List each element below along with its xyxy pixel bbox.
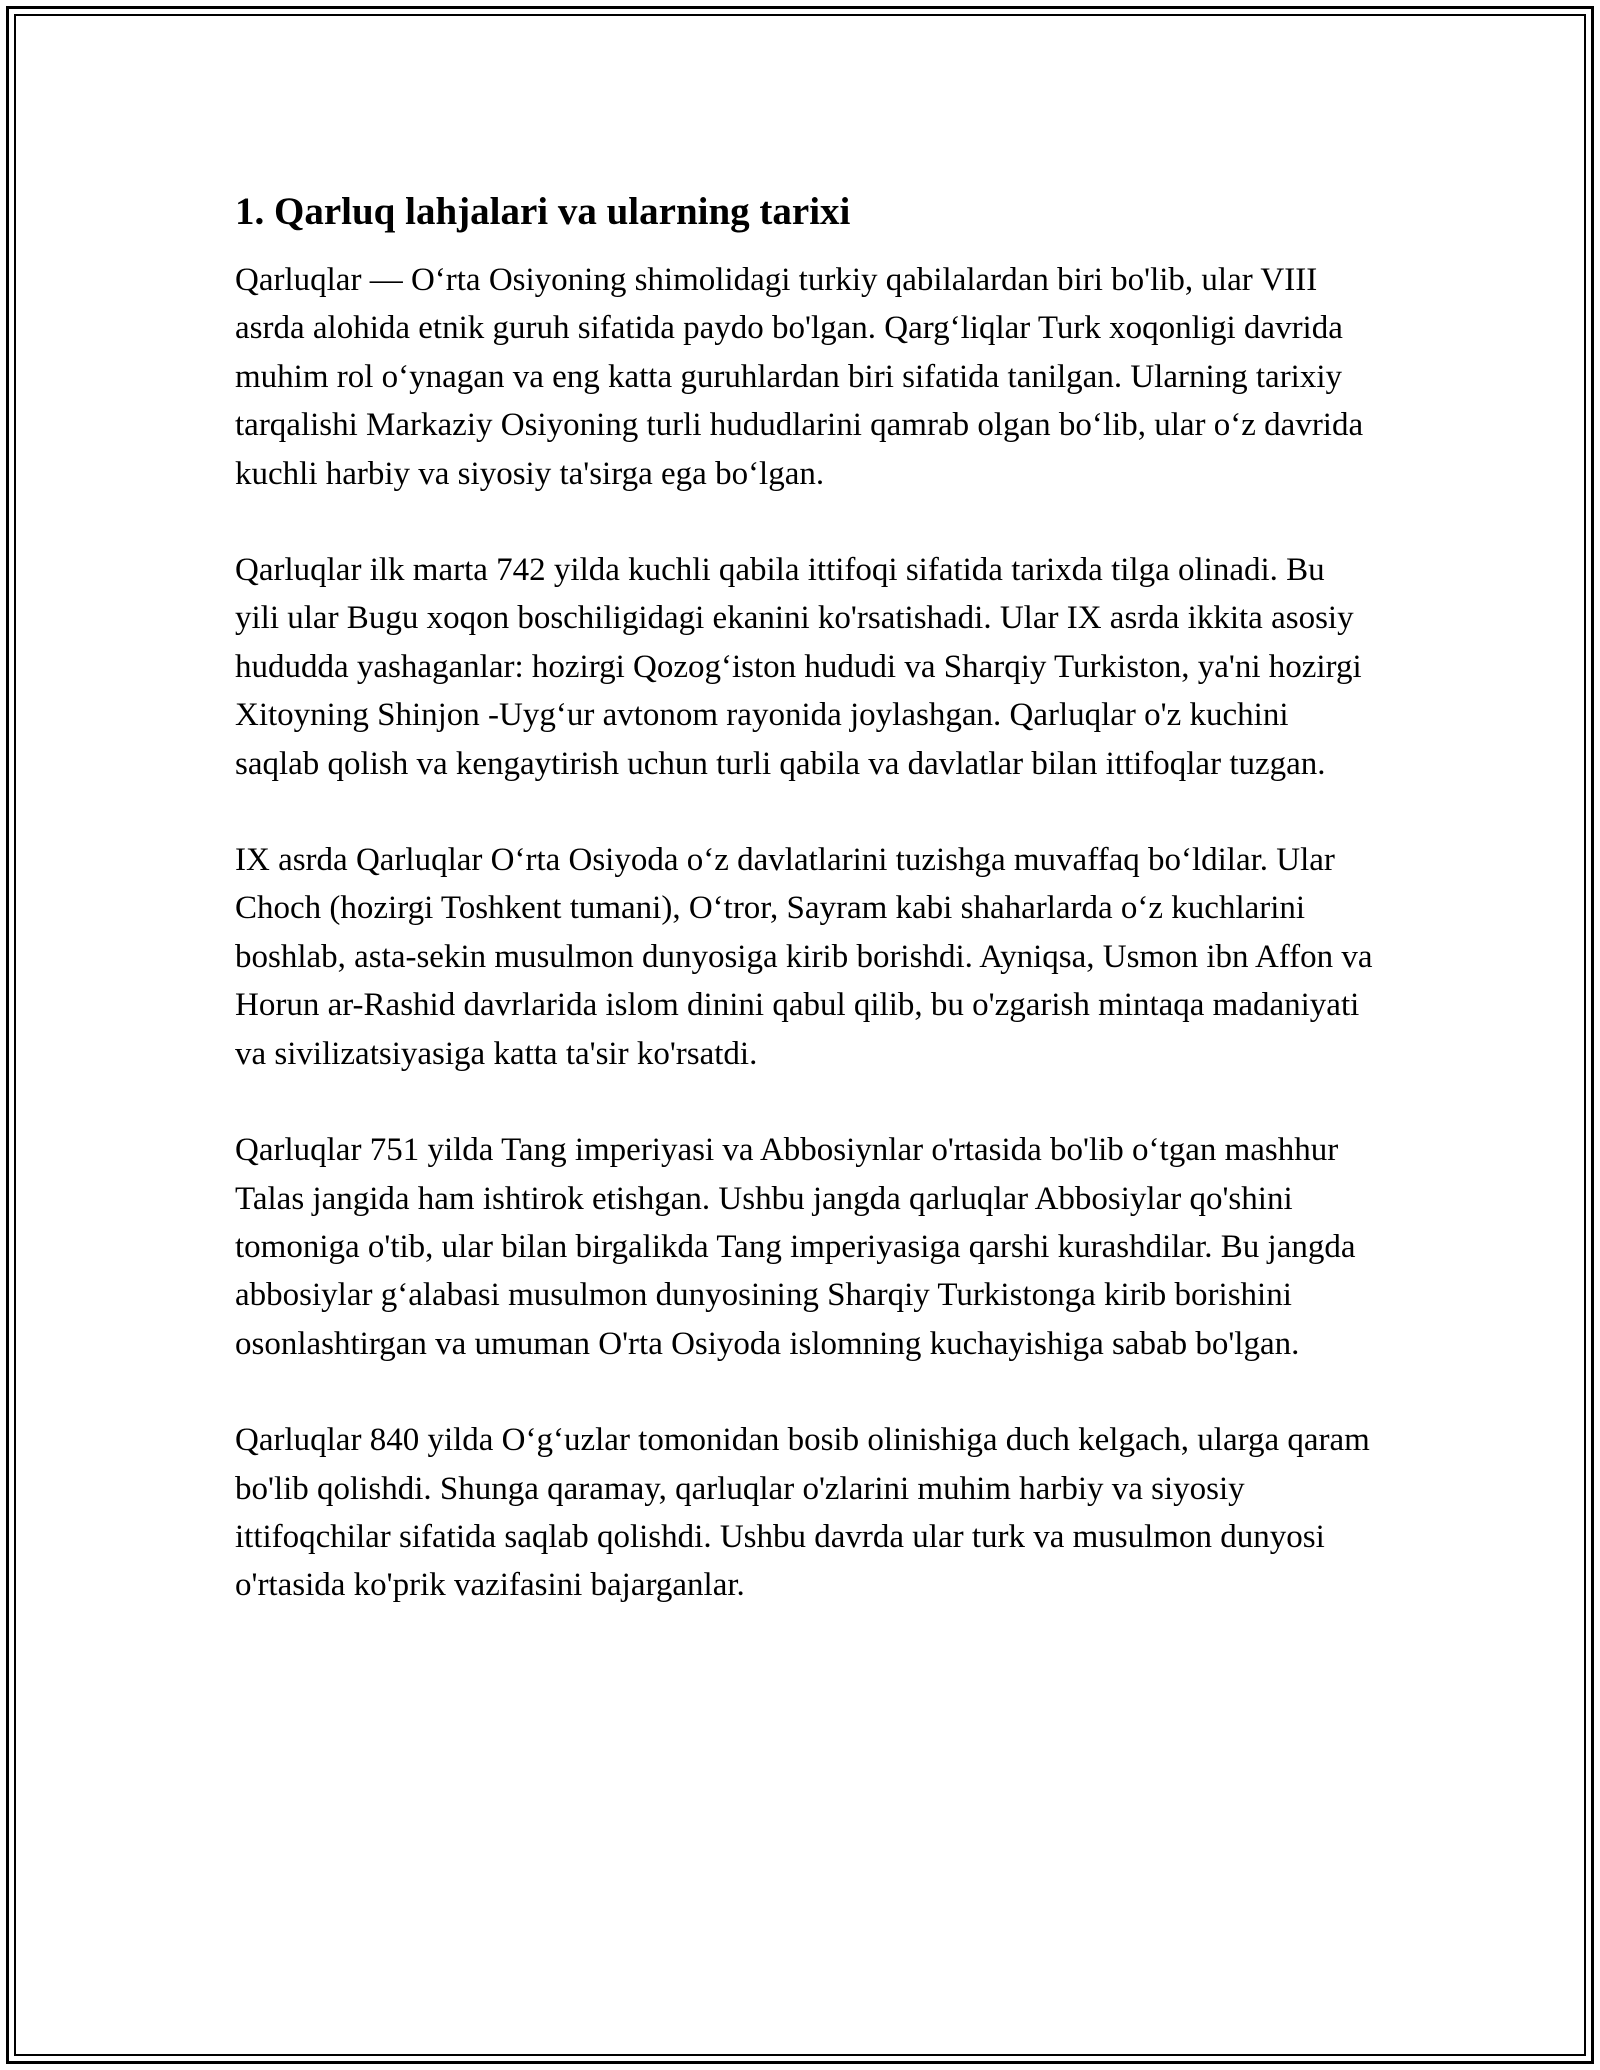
paragraph: IX asrda Qarluqlar O‘rta Osiyoda o‘z davlatlarini tuzishga muvaffaq bo‘ldilar. Ular Choch (hozirgi Toshkent tumani), O‘tror, Sayram kabi shaharlarda o‘z kuchlarini boshlab, asta-sekin musulmon dunyosiga kirib borishdi. Ayniqsa, Usmon ibn Affon va Horun ar-Rashid davrlarida islom dinini qabul qilib, bu o'zgarish mintaqa madaniyati va sivilizatsiyasiga katta ta'sir ko'rsatdi. [235, 842, 1373, 1072]
paragraph: Qarluqlar — O‘rta Osiyoning shimolidagi turkiy qabilalardan biri bo'lib, ular VIII asrda alohida etnik guruh sifatida paydo bo'lgan. Qarg‘liqlar Turk xoqonligi davrida muhim rol o‘ynagan va eng katta guruhlardan biri sifatida tanilgan. Ularning tarixiy tarqalishi Markaziy Osiyoning turli hududlarini qamrab olgan bo‘lib, ular o‘z davrida kuchli harbiy va siyosiy ta'sirga ega bo‘lgan. [235, 262, 1364, 492]
paragraph: Qarluqlar 751 yilda Tang imperiyasi va Abbosiynlar o'rtasida bo'lib o‘tgan mashhur Talas jangida ham ishtirok etishgan. Ushbu jangda qarluqlar Abbosiylar qo'shini tomoniga o'tib, ular bilan birgalikda Tang imperiyasiga qarshi kurashdilar. Bu jangda abbosiylar g‘alabasi musulmon dunyosining Sharqiy Turkistonga kirib borishini osonlashtirgan va umuman O'rta Osiyoda islomning kuchayishiga sabab bo'lgan. [235, 1132, 1356, 1362]
section-title: 1. Qarluq lahjalari va ularning tarixi [235, 190, 851, 233]
paragraph: Qarluqlar ilk marta 742 yilda kuchli qabila ittifoqi sifatida tarixda tilga olinadi. Bu yili ular Bugu xoqon boschiligidagi ekanini ko'rsatishadi. Ular IX asrda ikkita asosiy hududda yashaganlar: hozirgi Qozog‘iston hududi va Sharqiy Turkiston, ya'ni hozirgi Xitoyning Shinjon -Uyg‘ur avtonom rayonida joylashgan. Qarluqlar o'z kuchini saqlab qolish va kengaytirish uchun turli qabila va davlatlar bilan ittifoqlar tuzgan. [235, 552, 1362, 782]
paragraph: Qarluqlar 840 yilda O‘g‘uzlar tomonidan bosib olinishiga duch kelgach, ularga qaram bo'lib qolishdi. Shunga qaramay, qarluqlar o'zlarini muhim harbiy va siyosiy ittifoqchilar sifatida saqlab qolishdi. Ushbu davrda ular turk va musulmon dunyosi o'rtasida ko'prik vazifasini bajarganlar. [235, 1422, 1370, 1604]
document-body [235, 186, 1375, 1658]
